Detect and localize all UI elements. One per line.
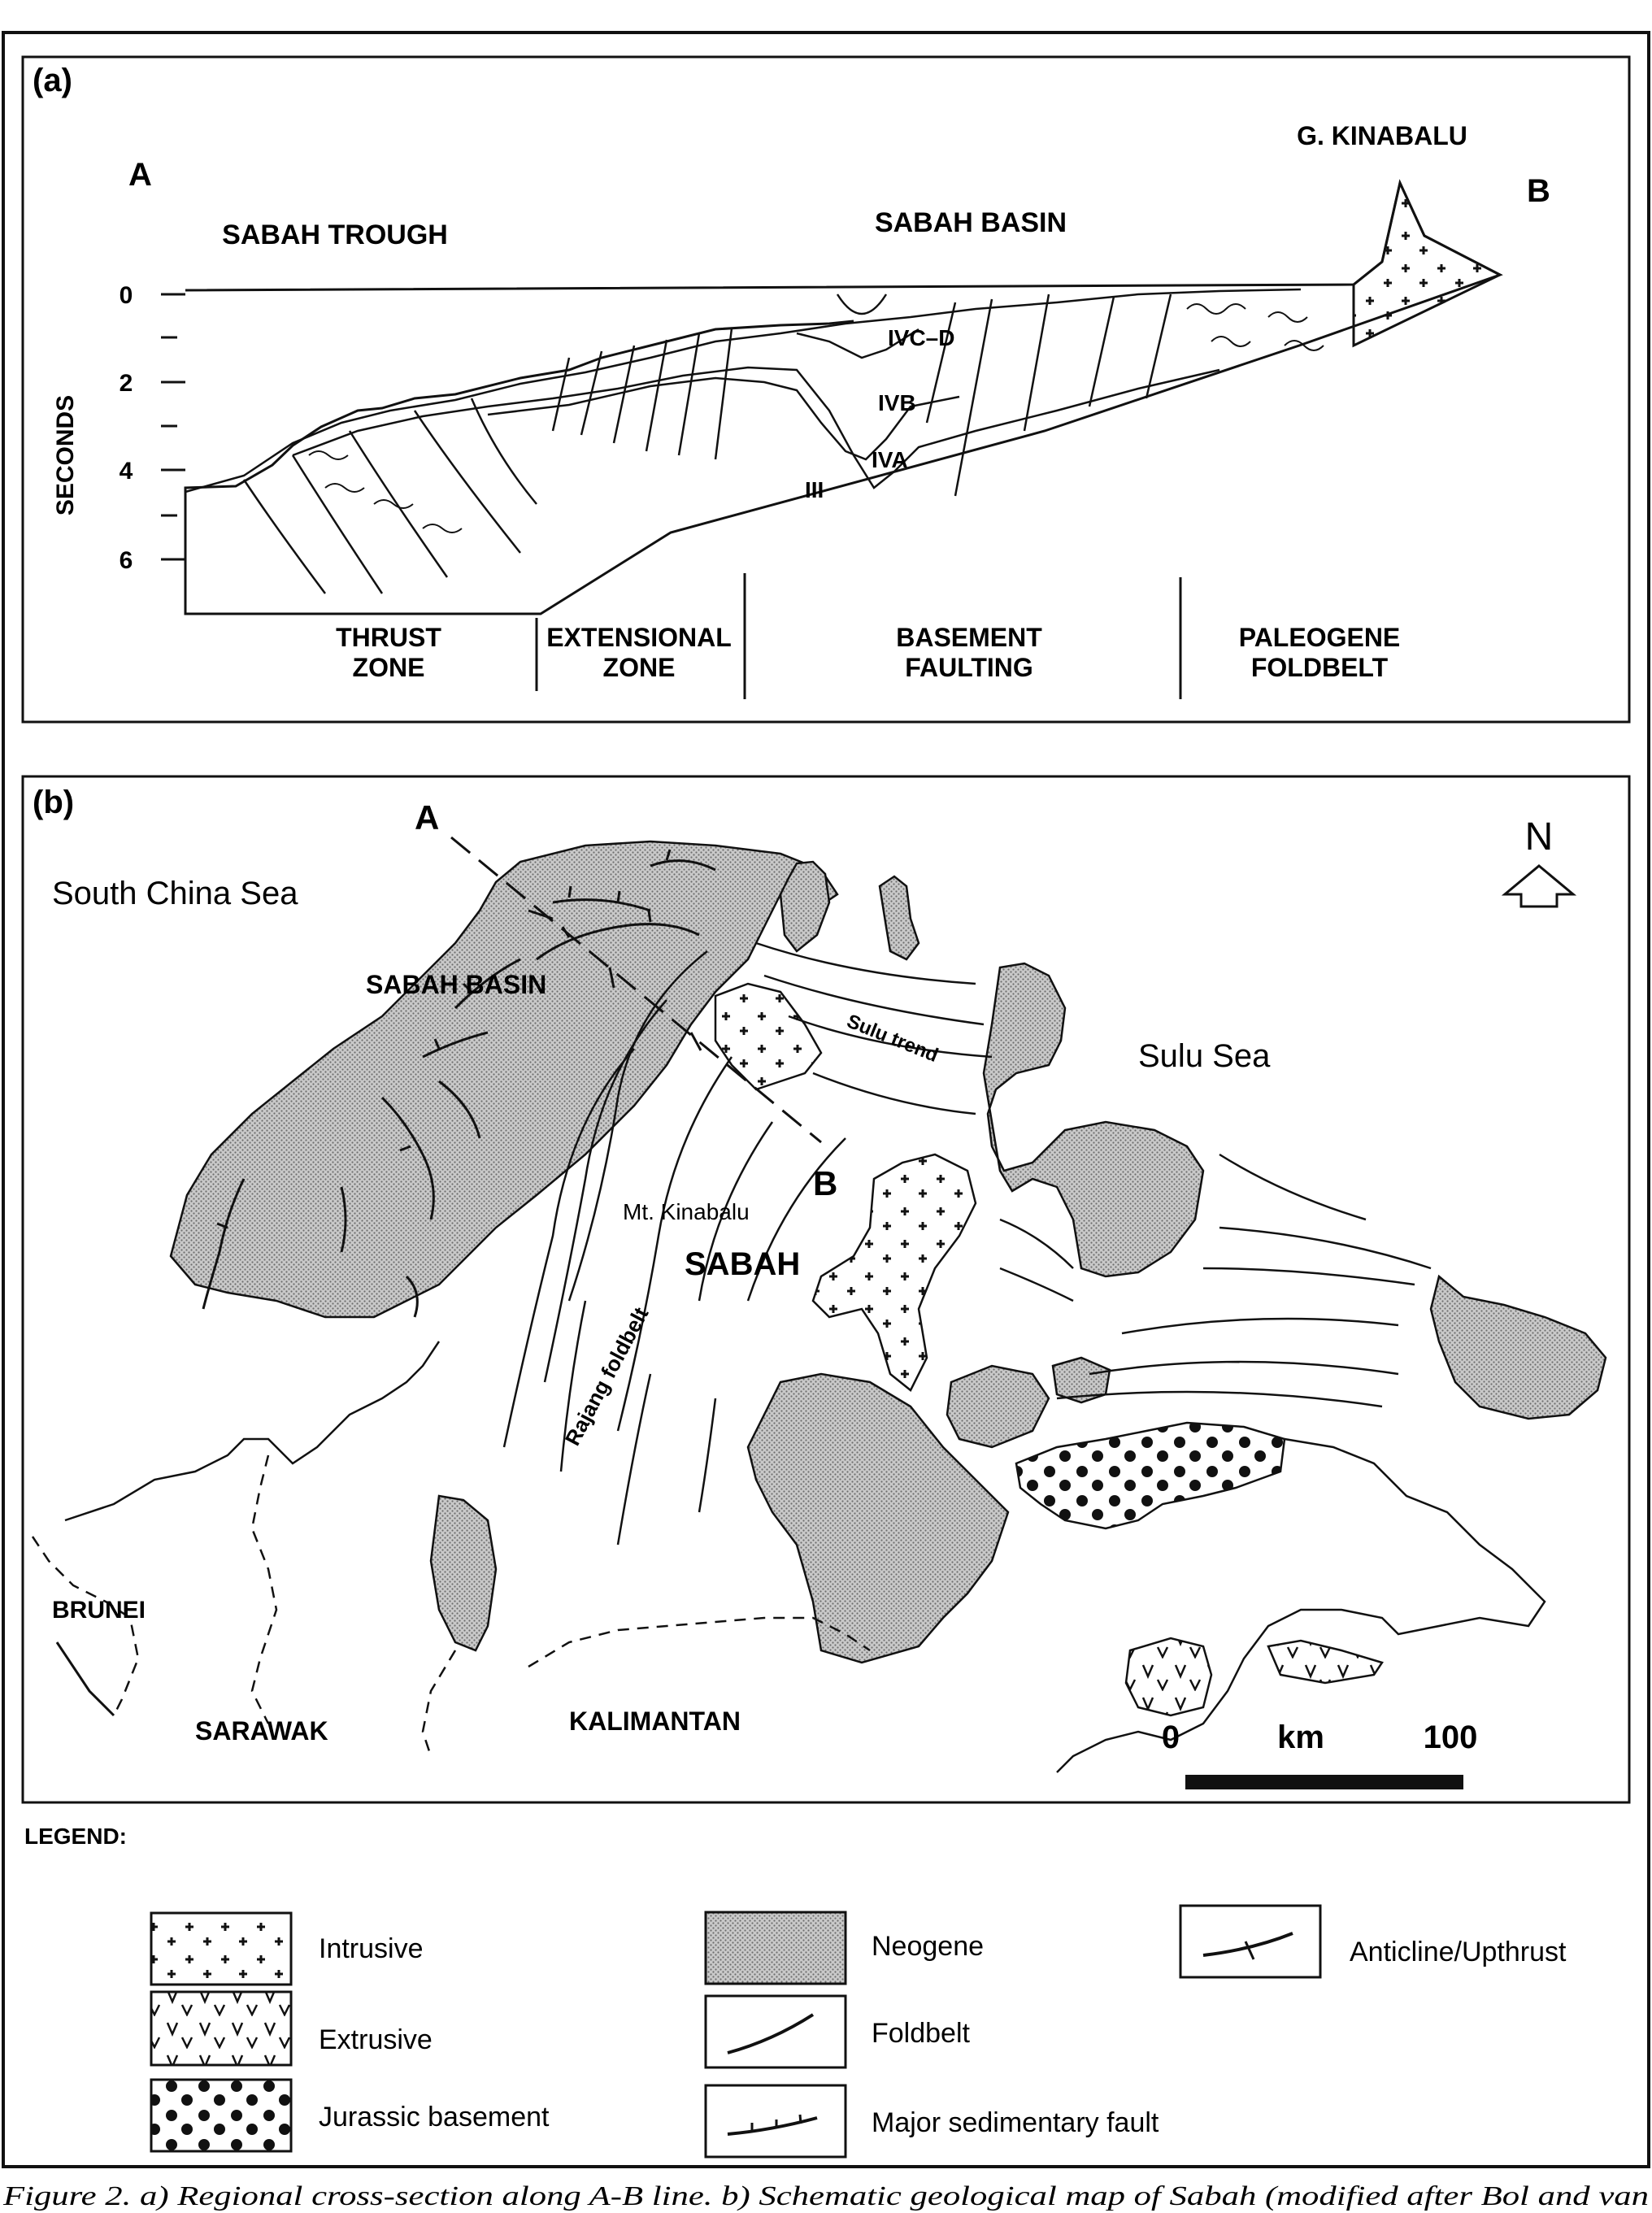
faults [244, 294, 1171, 593]
region-sabah-trough: SABAH TROUGH [222, 220, 448, 250]
label-brunei: BRUNEI [52, 1597, 146, 1624]
zone-extensional-1: EXTENSIONAL [546, 623, 732, 652]
zone-extensional-2: ZONE [602, 653, 676, 682]
neogene-east [984, 963, 1203, 1276]
scale-bar [1185, 1775, 1463, 1789]
legend-label-jurassic: Jurassic basement [319, 2102, 550, 2133]
kinabalu-intrusion [1354, 183, 1500, 346]
legend [24, 1824, 1567, 2157]
section-point-b: B [1527, 173, 1550, 209]
unit-ivb: IVB [878, 390, 916, 415]
label-sulu-sea: Sulu Sea [1138, 1038, 1271, 1074]
peak-label: G. KINABALU [1297, 121, 1467, 150]
section-point-a: A [128, 157, 152, 193]
tick-label-0: 0 [119, 282, 133, 309]
panel-a [23, 57, 1629, 722]
zone-paleogene-1: PALEOGENE [1238, 623, 1401, 652]
swatch-jurassic [151, 2080, 291, 2151]
outer-frame [3, 33, 1649, 2167]
label-sabah: SABAH [685, 1246, 801, 1282]
label-kalimantan: KALIMANTAN [569, 1706, 741, 1736]
north-arrow-icon [1505, 866, 1573, 907]
panel-b [23, 776, 1629, 1802]
extrusive-1 [1126, 1638, 1211, 1715]
legend-label-anticline: Anticline/Upthrust [1350, 1937, 1567, 1967]
unit-ivc-d: IVC–D [888, 325, 955, 350]
swatch-intrusive [151, 1913, 291, 1985]
legend-title: LEGEND: [24, 1824, 127, 1849]
unit-iii: III [805, 477, 824, 502]
label-sulu-trend: Sulu trend [843, 1010, 941, 1067]
legend-label-intrusive: Intrusive [319, 1933, 424, 1964]
jurassic-basement [1016, 1423, 1285, 1528]
swatch-extrusive [151, 1992, 291, 2065]
swatch-foldbelt [706, 1996, 846, 2067]
axis-title-seconds: SECONDS [52, 394, 79, 516]
panel-a-tag: (a) [33, 63, 72, 98]
horizons [185, 289, 1301, 492]
scale-start: 0 [1161, 1720, 1180, 1755]
north-label: N [1524, 815, 1554, 859]
swatch-neogene [706, 1912, 846, 1984]
panel-b-tag: (b) [33, 785, 75, 820]
legend-label-extrusive: Extrusive [319, 2024, 433, 2055]
label-rajang-foldbelt: Rajang foldbelt [559, 1302, 654, 1450]
extrusive-2 [1268, 1641, 1382, 1683]
neogene-east-tip [1431, 1276, 1606, 1419]
zone-paleogene-2: FOLDBELT [1250, 653, 1389, 682]
figure-caption: Figure 2. a) Regional cross-section along A-B line. b) Schematic geological map of Sabah (modified after Bol and van [2, 2181, 1649, 2211]
tick-label-4: 4 [119, 458, 133, 485]
scale-unit: km [1277, 1720, 1324, 1755]
tick-label-2: 2 [119, 370, 133, 397]
intrusive-kinabalu [715, 984, 821, 1089]
map-point-b: B [813, 1164, 838, 1202]
label-sarawak: SARAWAK [195, 1716, 328, 1746]
zone-basement-2: FAULTING [905, 653, 1033, 682]
zone-thrust-1: THRUST [336, 623, 441, 652]
swatch-anticline [1180, 1906, 1320, 1977]
neogene-small-3 [431, 1496, 496, 1650]
legend-label-fault: Major sedimentary fault [872, 2107, 1159, 2138]
map-point-a: A [415, 798, 440, 837]
brunei-coast [57, 1642, 114, 1715]
label-sabah-basin: SABAH BASIN [366, 970, 547, 999]
legend-label-foldbelt: Foldbelt [872, 2018, 970, 2049]
axis-ticks [161, 294, 185, 559]
neogene-small-1 [947, 1366, 1049, 1447]
scale-end: 100 [1423, 1720, 1478, 1755]
label-mt-kinabalu: Mt. Kinabalu [623, 1199, 750, 1224]
zone-thrust-2: ZONE [352, 653, 425, 682]
neogene-north-2 [880, 876, 919, 959]
unit-iva: IVA [872, 447, 908, 472]
zone-basement-1: BASEMENT [896, 623, 1042, 652]
label-south-china-sea: South China Sea [52, 876, 298, 911]
tick-label-6: 6 [119, 547, 133, 574]
legend-label-neogene: Neogene [872, 1931, 985, 1962]
region-sabah-basin: SABAH BASIN [874, 207, 1067, 238]
